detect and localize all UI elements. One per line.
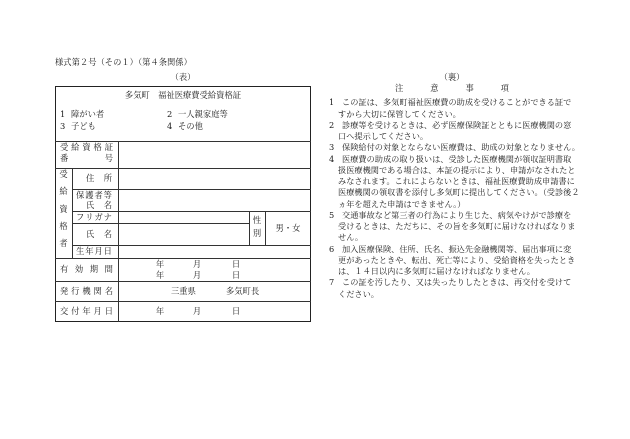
date-unit-day: 日 [231, 306, 241, 316]
note-item-4 [329, 154, 580, 210]
label-char: ナ [103, 211, 112, 222]
back-side-label: （裏） [439, 71, 465, 82]
label-char: 者 [59, 238, 68, 248]
name-label [86, 229, 112, 240]
note-line: この証は、多気町福祉医療費の助成を受けることができる証で [342, 97, 572, 108]
label-char: 付 [71, 306, 80, 316]
notes-heading [395, 83, 509, 94]
label-char: 資 [82, 141, 91, 152]
note-line: 加入医療保険、住所、氏名、振込先金融機関等、届出事項に変 [342, 243, 572, 254]
label-char: 行 [71, 285, 80, 296]
recipient-group-label [55, 170, 72, 248]
note-item-3 [329, 142, 580, 153]
label-char: 日 [103, 246, 112, 256]
label-char: 月 [94, 246, 103, 256]
label-char: リ [85, 211, 94, 222]
label-char: 名 [104, 285, 113, 296]
form-number: 様式第２号（その１）（第４条関係） [55, 56, 192, 67]
issuing-authority-name: 多気町長 [226, 285, 260, 296]
note-line: 医療機関の領収書を添付し多気町に提出してください。（受診後２ [338, 187, 580, 198]
note-line: 医療費の助成の取り扱いは、受診した医療機関が領収証明書取 [342, 153, 572, 164]
label-char: 事 [465, 82, 474, 93]
label-char: 間 [104, 264, 113, 274]
label-char: 受 [59, 169, 68, 179]
category-label: 子ども [71, 120, 96, 131]
note-line: 交通事故など第三者の行為により生じた、病気やけがで診療を [342, 209, 572, 220]
category-number: 1 [60, 108, 66, 119]
label-char: 証 [104, 141, 113, 152]
note-line: ヵ年を超えた申請はできません。） [338, 198, 466, 209]
label-char: 格 [59, 220, 68, 231]
note-item-7 [329, 277, 580, 300]
label-char: 月 [93, 306, 102, 316]
label-char: 別 [252, 228, 262, 238]
date-unit-year: 年 [155, 270, 165, 280]
note-line: みなされます。これによらないときは、福祉医療費助成申請書に [338, 176, 575, 187]
label-char: 氏 [86, 228, 95, 239]
issue-date-label [60, 306, 113, 317]
note-number: 1 [329, 97, 335, 108]
category-number: 2 [167, 108, 173, 119]
category-label: 障がい者 [71, 108, 105, 119]
label-char: 年 [85, 246, 94, 256]
table-rule [55, 301, 311, 302]
sex-options: 男・女 [275, 222, 301, 233]
certificate-number-label [60, 142, 113, 153]
label-char: 有 [60, 264, 69, 274]
note-line: 診療等を受けるときは、必ず医療保険証とともに医療機関の窓 [342, 119, 572, 130]
label-char: 氏 [86, 199, 95, 210]
label-char: 名 [103, 228, 112, 239]
note-line: 保険給付の対象とならない医療費は、助成の対象となりません。 [342, 142, 580, 153]
note-line: 扱医療機関である場合は、本証の提示により、申請がなされたと [338, 164, 576, 175]
sex-label [249, 216, 265, 238]
date-unit-day: 日 [231, 259, 241, 269]
note-number: 3 [329, 142, 335, 153]
note-number: 7 [329, 277, 335, 288]
note-line: 口へ提示してください。 [338, 131, 429, 142]
label-char: 受 [60, 141, 69, 152]
category-number: 4 [167, 120, 173, 131]
validity-period-label [60, 264, 113, 275]
date-unit-year: 年 [155, 306, 165, 316]
furigana-label [76, 212, 112, 223]
note-line: すから大切に保管してください。 [338, 108, 461, 119]
label-char: 項 [500, 82, 509, 93]
table-rule [55, 281, 311, 282]
note-number: 6 [329, 243, 335, 254]
note-number: 5 [329, 209, 335, 220]
category-label: 一人親家庭等 [178, 108, 228, 119]
label-char: 日 [104, 306, 113, 316]
label-char: 意 [430, 82, 439, 93]
table-rule [72, 168, 73, 258]
note-number: 4 [329, 153, 335, 164]
date-unit-day: 日 [231, 270, 241, 280]
note-line: この証を汚したり、又は失ったりしたときは、再交付を受けて [342, 277, 572, 288]
label-char: 給 [71, 141, 80, 152]
label-char: 者 [94, 189, 103, 200]
note-line: は、１４日以内に多気町に届けなければなりません。 [338, 266, 535, 277]
date-unit-month: 月 [192, 306, 202, 316]
label-char: 関 [93, 285, 102, 296]
label-char: 効 [74, 264, 84, 274]
label-char: 給 [59, 186, 68, 197]
note-item-2 [329, 120, 580, 143]
date-unit-month: 月 [192, 259, 202, 269]
label-char: 名 [103, 199, 112, 210]
label-char: 等 [103, 189, 112, 200]
note-line: せん。 [338, 232, 364, 243]
label-char: 号 [104, 152, 113, 163]
label-char: 生 [76, 246, 85, 256]
notes-list [329, 97, 580, 300]
birthdate-label [76, 246, 112, 257]
label-char: 資 [59, 203, 68, 214]
note-line: 更があったときや、転出、死亡等により、受給資格を失ったとき [338, 254, 576, 265]
label-char: 発 [60, 285, 69, 296]
label-char: 機 [82, 285, 91, 296]
certificate-title: 多気町 福祉医療費受給資格証 [124, 89, 242, 100]
note-item-5 [329, 210, 580, 244]
label-char: 保 [76, 189, 85, 200]
label-char: 格 [93, 141, 102, 152]
date-unit-month: 月 [192, 270, 202, 280]
label-char: 所 [103, 173, 112, 183]
table-rule [55, 258, 311, 259]
table-rule [55, 168, 311, 169]
note-line: 受けるときは、ただちに、その旨を多気町に届けなければなりま [338, 221, 576, 232]
label-char: 年 [82, 306, 91, 316]
note-item-1 [329, 97, 580, 120]
label-char: ガ [94, 211, 103, 222]
note-line: ください。 [338, 288, 379, 299]
note-item-6 [329, 244, 580, 278]
label-char: 性 [252, 215, 262, 225]
category-number: 3 [60, 120, 66, 131]
date-unit-year: 年 [155, 259, 165, 269]
category-label: その他 [178, 120, 203, 131]
table-rule [72, 223, 249, 224]
issuing-prefecture: 三重県 [171, 285, 196, 296]
label-char: 住 [86, 173, 95, 183]
address-label [86, 173, 112, 184]
label-char: フ [76, 211, 85, 222]
issuing-authority-label [60, 286, 113, 297]
guardian-name-label [86, 200, 112, 211]
note-number: 2 [329, 119, 335, 130]
table-rule [118, 141, 119, 322]
label-char: 期 [89, 264, 99, 274]
certificate-number-label [60, 153, 113, 164]
label-char: 交 [60, 306, 69, 316]
label-char: 注 [395, 82, 404, 93]
label-char: 番 [60, 152, 69, 163]
label-char: 護 [85, 189, 94, 200]
front-side-label: （表） [170, 71, 196, 82]
